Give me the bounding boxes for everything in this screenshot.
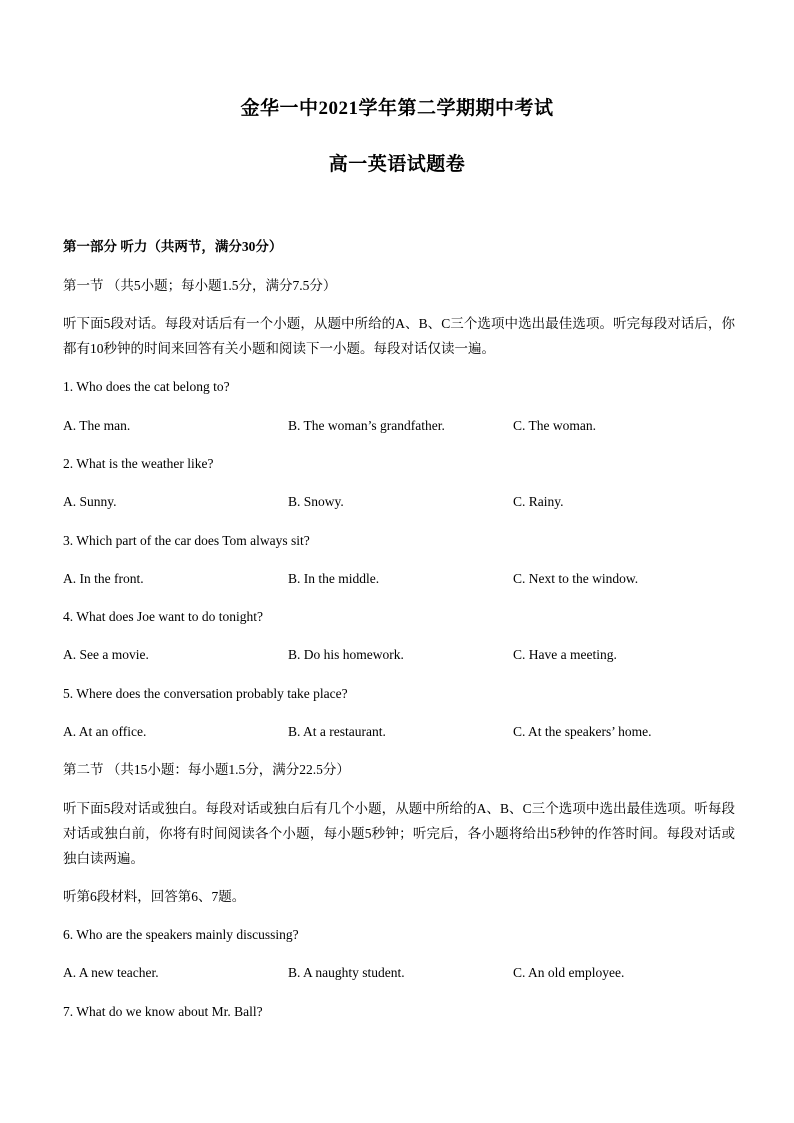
option-c: C. Rainy. [513,494,564,509]
question-stem: 6. Who are the speakers mainly discussing? [63,927,299,942]
question-stem: 5. Where does the conversation probably take place? [63,686,348,701]
part1-heading: 第一部分 听力（共两节，满分30分） [63,239,283,254]
option-b: B. The woman’s grandfather. [288,418,445,433]
option-a: A. The man. [63,418,131,433]
section1-heading: 第一节 （共5小题；每小题1.5分，满分7.5分） [63,278,337,293]
question-stem: 4. What does Joe want to do tonight? [63,609,263,624]
option-a: A. Sunny. [63,494,117,509]
option-c: C. Next to the window. [513,571,639,586]
material-intro: 听第6段材料，回答第6、7题。 [63,889,246,904]
section2-heading: 第二节 （共15小题：每小题1.5分，满分22.5分） [63,762,350,777]
option-c: C. Have a meeting. [513,647,617,662]
option-c: C. The woman. [513,418,596,433]
exam-subtitle: 高一英语试题卷 [328,154,466,175]
question-options [63,723,738,741]
section2-instructions: 听下面5段对话或独白。每段对话或独白后有几个小题，从题中所给的A、B、C三个选项中选出最佳选项。听每段对话或独白前，你将有时间阅读各个小题，每小题5秒钟；听完后，各小题将给出5秒钟的作答时间。每段对话或独白读两遍。 [63,801,735,866]
question-options [63,493,738,511]
option-a: A. See a movie. [63,647,149,662]
option-c: C. An old employee. [513,965,625,980]
exam-title: 金华一中2021学年第二学期期中考试 [240,98,554,119]
question-options [63,646,738,664]
option-b: B. Snowy. [288,494,344,509]
option-a: A. A new teacher. [63,965,159,980]
option-b: B. Do his homework. [288,647,404,662]
option-c: C. At the speakers’ home. [513,724,652,739]
question-options [63,417,738,435]
question-stem: 3. Which part of the car does Tom always sit? [63,533,310,548]
question-options [63,964,738,982]
question-stem: 1. Who does the cat belong to? [63,379,230,394]
option-b: B. At a restaurant. [288,724,386,739]
question-stem: 7. What do we know about Mr. Ball? [63,1004,263,1019]
option-a: A. In the front. [63,571,144,586]
option-b: B. A naughty student. [288,965,405,980]
question-stem: 2. What is the weather like? [63,456,214,471]
option-b: B. In the middle. [288,571,380,586]
section1-instructions: 听下面5段对话。每段对话后有一个小题，从题中所给的A、B、C三个选项中选出最佳选项。听完每段对话后，你都有10秒钟的时间来回答有关小题和阅读下一小题。每段对话仅读一遍。 [63,316,735,356]
question-options [63,570,738,588]
option-a: A. At an office. [63,724,147,739]
